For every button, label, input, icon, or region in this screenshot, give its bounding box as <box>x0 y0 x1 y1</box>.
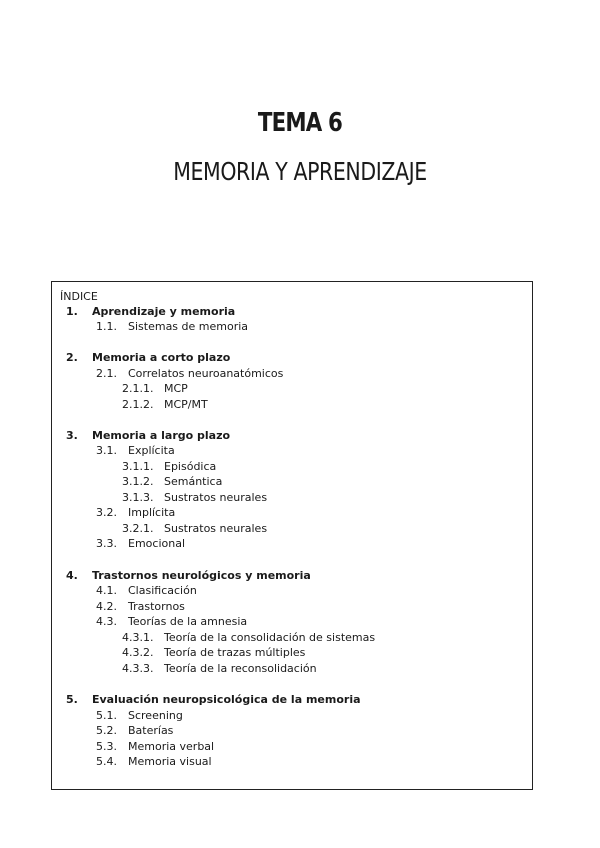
page-title: TEMA 6 <box>257 108 343 138</box>
toc-number: 4.3.1. <box>122 631 154 644</box>
toc-label: Trastornos neurológicos y memoria <box>92 569 311 582</box>
toc-number: 1. <box>66 305 78 318</box>
page-subtitle: MEMORIA Y APRENDIZAJE <box>173 157 427 186</box>
toc-label: Implícita <box>128 506 176 519</box>
toc-number: 2. <box>66 351 78 364</box>
toc-label: Trastornos <box>128 600 185 613</box>
toc-label: Clasificación <box>128 584 197 597</box>
toc-label: Sustratos neurales <box>164 491 268 504</box>
toc-label: Memoria verbal <box>128 740 215 753</box>
toc-number: 3.2.1. <box>122 522 154 535</box>
toc-number: 3.3. <box>96 537 117 550</box>
toc-label: Sustratos neurales <box>164 522 268 535</box>
toc-label: Correlatos neuroanatómicos <box>128 367 284 380</box>
toc-heading: ÍNDICE <box>60 290 98 303</box>
toc-label: Explícita <box>128 444 175 457</box>
toc-number: 4. <box>66 569 78 582</box>
toc-label: MCP <box>164 382 188 395</box>
toc-number: 3.2. <box>96 506 117 519</box>
toc-number: 3.1.1. <box>122 460 154 473</box>
toc-label: Teoría de trazas múltiples <box>164 646 306 659</box>
toc-label: Sistemas de memoria <box>128 320 249 333</box>
table-of-contents <box>51 281 533 790</box>
toc-number: 3.1. <box>96 444 117 457</box>
toc-label: Memoria visual <box>128 755 212 768</box>
toc-label: Baterías <box>128 724 174 737</box>
toc-label: Memoria a corto plazo <box>92 351 231 364</box>
toc-label: Evaluación neuropsicológica de la memoria <box>92 693 361 706</box>
toc-number: 4.3.2. <box>122 646 154 659</box>
toc-number: 2.1. <box>96 367 117 380</box>
toc-number: 5.2. <box>96 724 117 737</box>
toc-number: 1.1. <box>96 320 117 333</box>
toc-label: Screening <box>128 709 183 722</box>
toc-number: 4.3.3. <box>122 662 154 675</box>
toc-number: 5. <box>66 693 78 706</box>
toc-number: 4.2. <box>96 600 117 613</box>
toc-number: 2.1.2. <box>122 398 154 411</box>
toc-number: 4.3. <box>96 615 117 628</box>
toc-label: Semántica <box>164 475 223 488</box>
toc-number: 5.3. <box>96 740 117 753</box>
toc-label: Teoría de la consolidación de sistemas <box>164 631 376 644</box>
toc-number: 3.1.3. <box>122 491 154 504</box>
toc-number: 2.1.1. <box>122 382 154 395</box>
toc-label: Teoría de la reconsolidación <box>164 662 317 675</box>
toc-label: Teorías de la amnesia <box>128 615 248 628</box>
toc-number: 5.1. <box>96 709 117 722</box>
toc-label: Aprendizaje y memoria <box>92 305 236 318</box>
toc-number: 3. <box>66 429 78 442</box>
toc-label: Memoria a largo plazo <box>92 429 231 442</box>
toc-number: 3.1.2. <box>122 475 154 488</box>
toc-number: 4.1. <box>96 584 117 597</box>
toc-label: Episódica <box>164 460 217 473</box>
toc-label: MCP/MT <box>164 398 208 411</box>
toc-label: Emocional <box>128 537 185 550</box>
toc-number: 5.4. <box>96 755 117 768</box>
